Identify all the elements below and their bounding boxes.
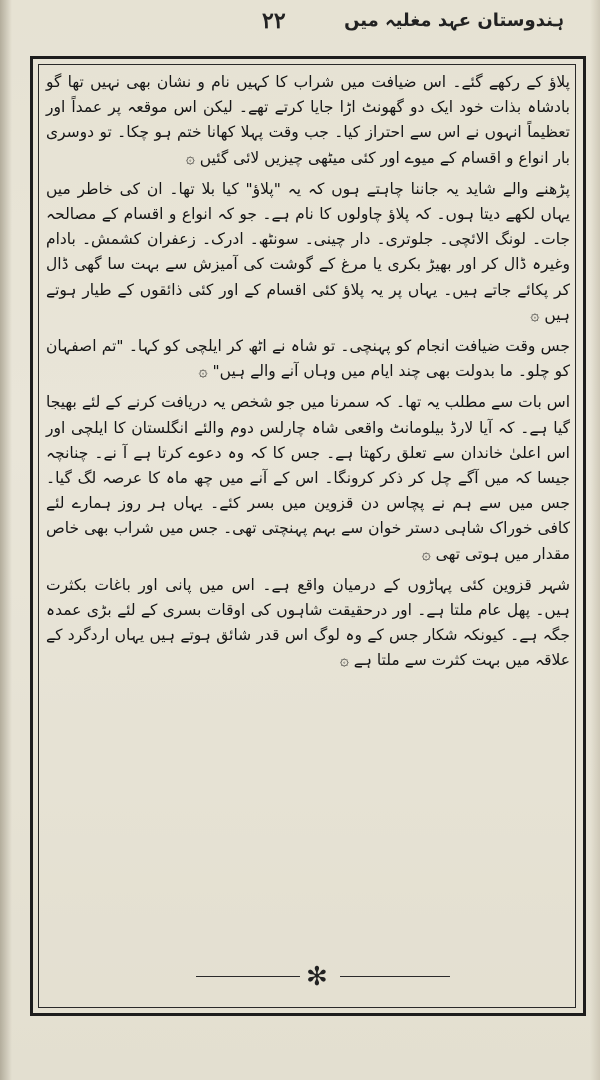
running-head-title: ہندوستان عہد مغلیہ میں <box>344 10 564 31</box>
paragraph: پلاؤ کے رکھے گئے۔ اس ضیافت میں شراب کا کہیں نام و نشان بھی نہیں تھا گو بادشاہ بذات خود ایک دو گھونٹ اڑا جایا کرتے تھے۔ لیکن اس موقعہ پر عمداً اور تعظیماً انہوں نے اس سے احتراز کیا۔ جب وقت پہلا کھانا ختم ہو چکا۔ تو دوسری بار انواع و اقسام کے میوے اور کئی میٹھی چیزیں لائی گئیں ۞ <box>46 73 570 167</box>
page-number: ۲۲ <box>262 8 286 34</box>
page-shadow-left <box>0 0 12 1080</box>
paragraph: شہر قزوین کئی پہاڑوں کے درمیان واقع ہے۔ اس میں پانی اور باغات بکثرت ہیں۔ پھل عام ملتا ہے۔ اور درحقیقت شاہوں کی اوقات بسری کے لئے بڑی عمدہ جگہ ہے۔ کیونکہ شکار جس کے وہ لوگ اس قدر شائق ہوتے ہیں یہاں اردگرد کے علاقہ میں بہت کثرت سے ملتا ہے ۞ <box>46 575 570 670</box>
section-rule-right <box>340 976 450 977</box>
section-rule-left <box>196 976 300 977</box>
paragraph: پڑھنے والے شاید یہ جاننا چاہتے ہوں کہ یہ "پلاؤ" کیا بلا تھا۔ ان کی خاطر میں یہاں لکھے دیتا ہوں۔ کہ پلاؤ چاولوں کا نام ہے۔ جو کہ انواع و اقسام کے مصالحہ جات۔ لونگ الائچی۔ جلوتری۔ دار چینی۔ سونٹھ۔ ادرک۔ زعفران کشمش۔ بادام وغیرہ ڈال کر اور بھیڑ بکری یا مرغ کے گوشت کی آمیزش سے بہت سا گھی ڈال کر پکائے جاتے ہیں۔ یہاں پر یہ پلاؤ کئی اقسام کے اور کئی ذائقوں کے طیار ہوتے ہیں ۞ <box>46 179 570 324</box>
running-head <box>0 6 600 40</box>
body-text <box>46 70 570 950</box>
paragraph: جس وقت ضیافت انجام کو پہنچی۔ تو شاہ نے اٹھ کر ایلچی کو کہا۔ "تم اصفہان کو چلو۔ ما بدولت بھی چند ایام میں وہاں آنے والے ہیں" ۞ <box>46 337 570 381</box>
page-shadow-right <box>590 0 600 1080</box>
section-ornament-icon: ✻ <box>306 962 328 992</box>
paragraph: اس بات سے مطلب یہ تھا۔ کہ سمرنا میں جو شخص یہ دریافت کرنے کے لئے بھیجا گیا ہے۔ کہ آیا لارڈ بیلومانٹ واقعی شاہ چارلس دوم والئے انگلستان کا ایلچی اور اس اعلیٰ خاندان سے تعلق رکھتا ہے۔ جس کا کہ وہ دعوے کرتا ہے آ نے۔ چنانچہ جیسا کہ میں آگے چل کر ذکر کرونگا۔ اس کے آنے میں چھ ماہ کا عرصہ لگ گیا۔ جس میں سے ہم نے پچاس دن قزوین میں بسر کئے۔ یہاں ہر روز ہمارے لئے کافی خوراک شاہی دستر خوان سے بہم پہنچتی تھی۔ جس میں شراب بھی خاص مقدار میں ہوتی تھی ۞ <box>46 393 570 563</box>
